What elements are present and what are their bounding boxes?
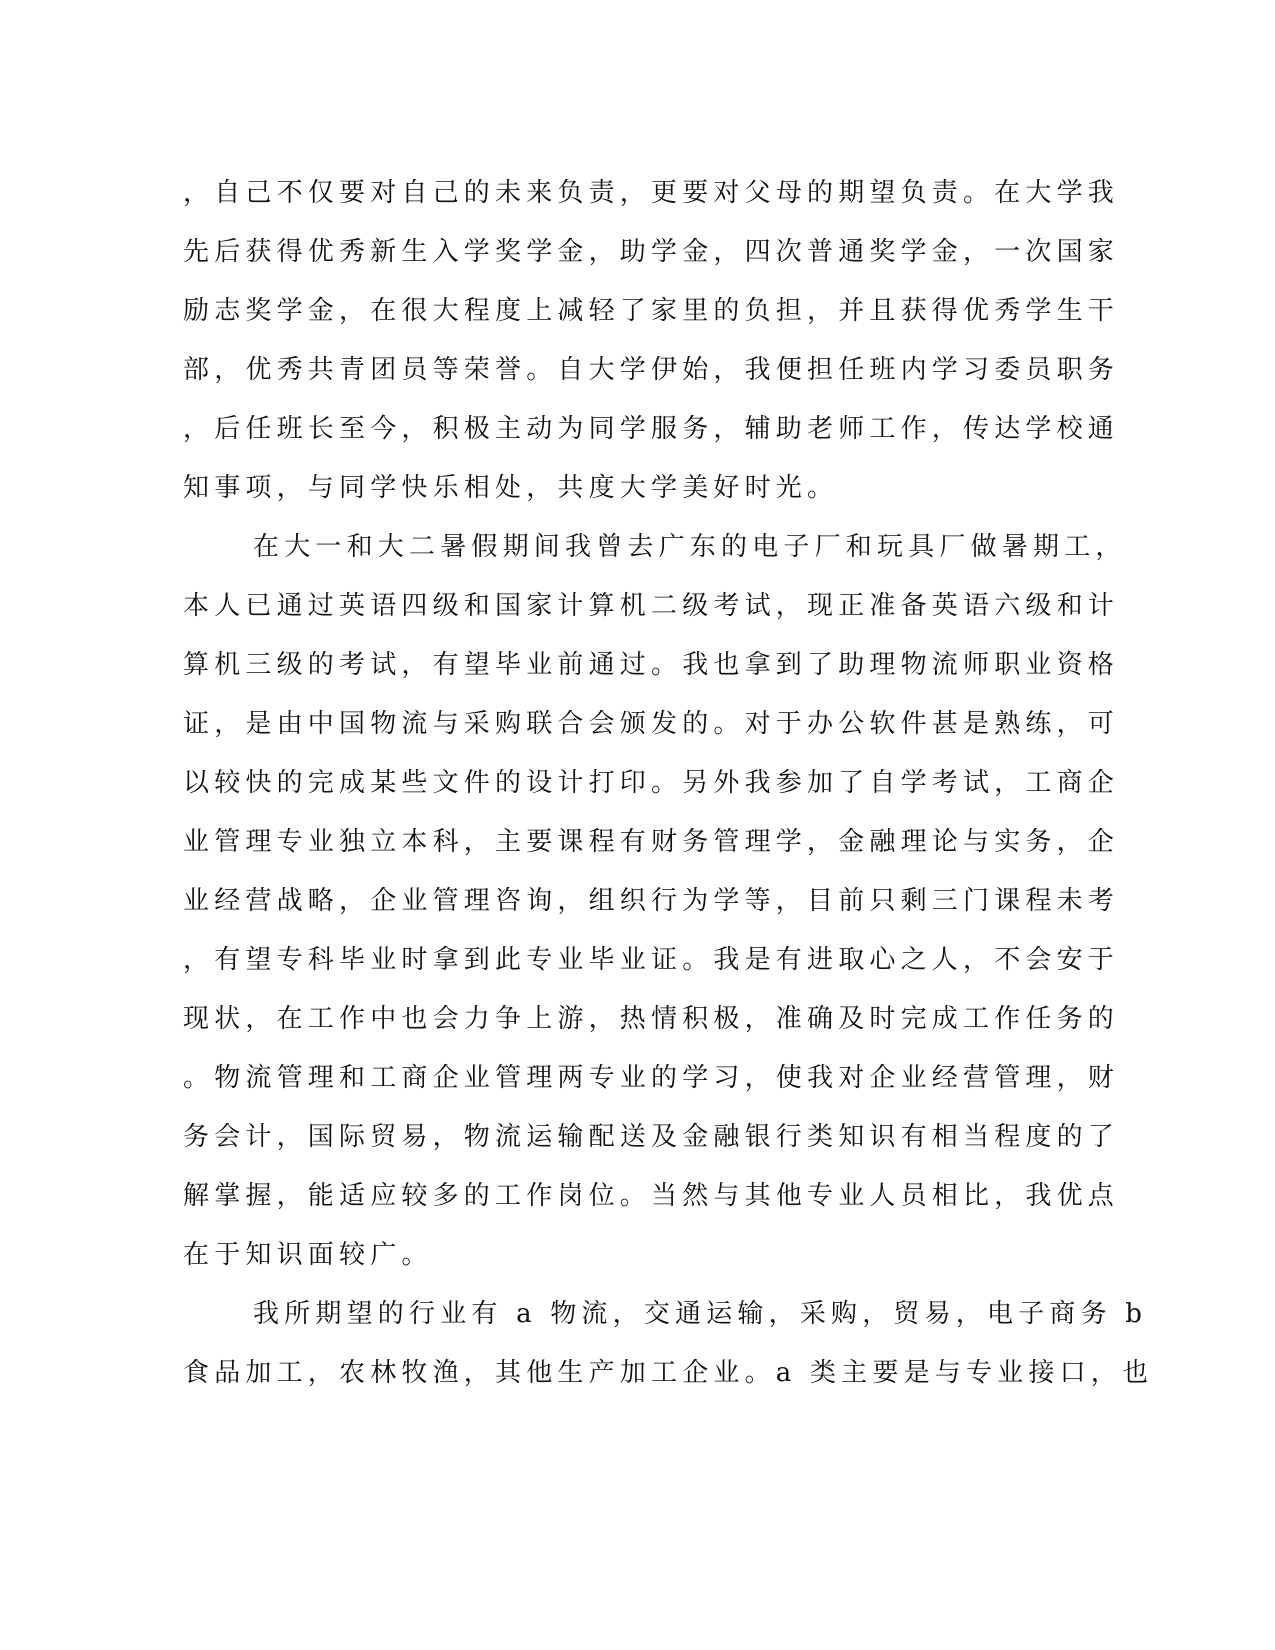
paragraph-1	[183, 164, 1120, 518]
text-line: 本人已通过英语四级和国家计算机二级考试，现正准备英语六级和计	[183, 591, 1120, 621]
paragraph-2	[183, 518, 1127, 1285]
text-line: 。物流管理和工商企业管理两专业的学习，使我对企业经营管理，财	[183, 1063, 1120, 1093]
text-line: 知事项，与同学快乐相处，共度大学美好时光。	[183, 473, 839, 503]
text-line: ，有望专科毕业时拿到此专业毕业证。我是有进取心之人，不会安于	[183, 945, 1120, 975]
text-line: 在大一和大二暑假期间我曾去广东的电子厂和玩具厂做暑期工，	[253, 532, 1127, 562]
text-line: 我所期望的行业有 a 物流，交通运输，采购，贸易，电子商务 b	[253, 1299, 1148, 1329]
text-line: 先后获得优秀新生入学奖学金，助学金，四次普通奖学金，一次国家	[183, 237, 1120, 267]
paragraph-3	[183, 1285, 1154, 1403]
text-line: 食品加工，农林牧渔，其他生产加工企业。a 类主要是与专业接口，也	[183, 1358, 1154, 1388]
text-line: 部，优秀共青团员等荣誉。自大学伊始，我便担任班内学习委员职务	[183, 355, 1120, 385]
text-line: 业管理专业独立本科，主要课程有财务管理学，金融理论与实务，企	[183, 827, 1120, 857]
text-line: ，后任班长至今，积极主动为同学服务，辅助老师工作，传达学校通	[183, 414, 1120, 444]
text-line: 现状，在工作中也会力争上游，热情积极，准确及时完成工作任务的	[183, 1004, 1120, 1034]
text-line: ，自己不仅要对自己的未来负责，更要对父母的期望负责。在大学我	[183, 178, 1120, 208]
text-line: 解掌握，能适应较多的工作岗位。当然与其他专业人员相比，我优点	[183, 1181, 1120, 1211]
text-line: 以较快的完成某些文件的设计打印。另外我参加了自学考试，工商企	[183, 768, 1120, 798]
text-line: 务会计，国际贸易，物流运输配送及金融银行类知识有相当程度的了	[183, 1122, 1120, 1152]
document-body	[183, 164, 1154, 1403]
text-line: 业经营战略，企业管理咨询，组织行为学等，目前只剩三门课程未考	[183, 886, 1120, 916]
text-line: 算机三级的考试，有望毕业前通过。我也拿到了助理物流师职业资格	[183, 650, 1120, 680]
text-line: 证，是由中国物流与采购联合会颁发的。对于办公软件甚是熟练，可	[183, 709, 1120, 739]
text-line: 励志奖学金，在很大程度上减轻了家里的负担，并且获得优秀学生干	[183, 296, 1120, 326]
text-line: 在于知识面较广。	[183, 1240, 433, 1270]
